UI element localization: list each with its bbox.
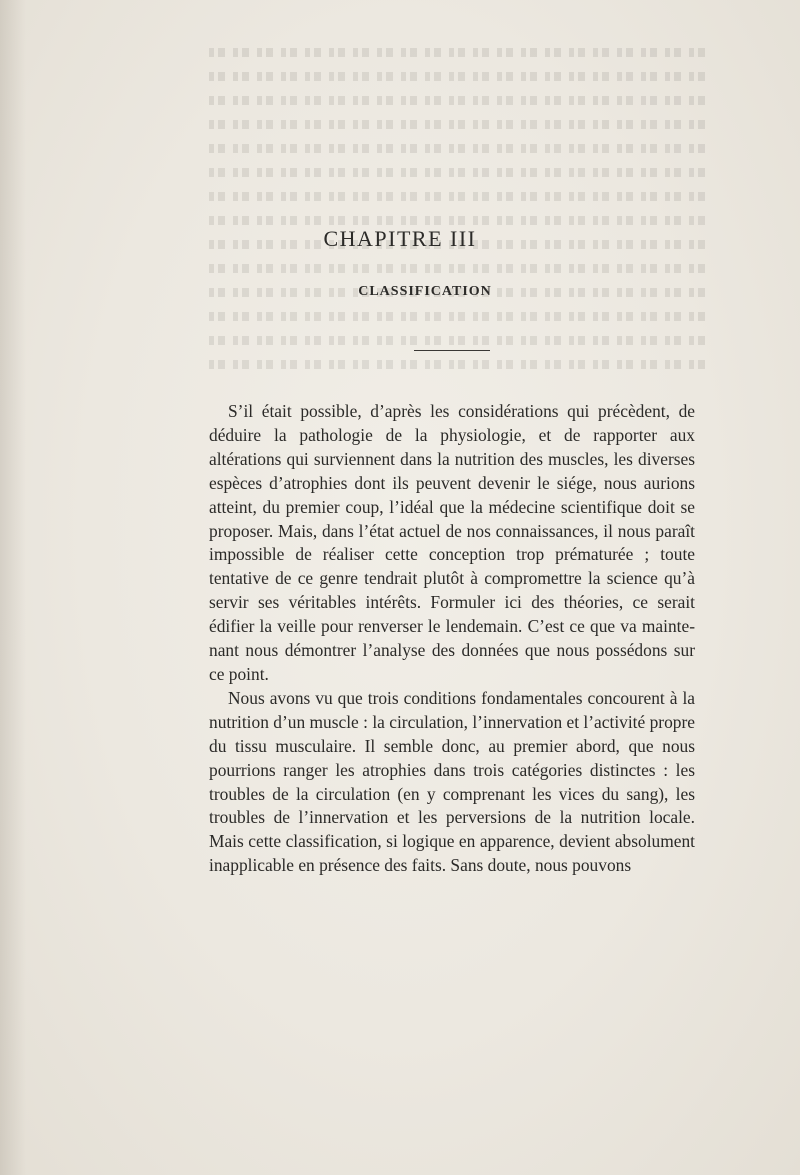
body-text bbox=[209, 400, 695, 878]
chapter-title: CHAPITRE III bbox=[323, 226, 477, 251]
show-through-text bbox=[205, 40, 705, 400]
section-divider bbox=[414, 350, 490, 351]
section-title: CLASSIFICATION bbox=[358, 284, 492, 299]
paragraph: Nous avons vu que trois conditions fondamentales concourent à la nutrition d’un muscle : la circulation, l’innervation et l’activité propre du tissu musculaire. Il semble donc, au premier abord, que nous pourrions ranger les atrophies dans trois catégories distinctes : les troubles de la circulation (en y comprenant les vices du sang), les troubles de l’innervation et les perversions de la nutrition locale. Mais cette classification, si logique en apparence, devient absolument inapplicable en présence des faits. Sans doute, nous pouvons bbox=[209, 687, 695, 876]
paragraph: S’il était possible, d’après les considérations qui précèdent, de déduire la pathologie de la physiologie, et de rapporter aux altérations qui surviennent dans la nutrition des muscles, les diverses espèces d’atrophies dont ils peuvent devenir le siége, nous aurions atteint, du premier coup, l’idéal que la médecine scientifique doit se proposer. Mais, dans l’état actuel de nos connaissances, il nous paraît impossible de réaliser cette conception trop prématurée ; toute tentative de ce genre tendrait plutôt à compromettre la science qu’à servir ses véritables intérêts. Formuler ici des théories, ce serait édifier la veille pour renverser le lendemain. C’est ce que va maintenant nous démontrer l’analyse des données que nous possédons sur ce point. bbox=[209, 401, 695, 684]
gutter-shadow bbox=[0, 0, 26, 1175]
